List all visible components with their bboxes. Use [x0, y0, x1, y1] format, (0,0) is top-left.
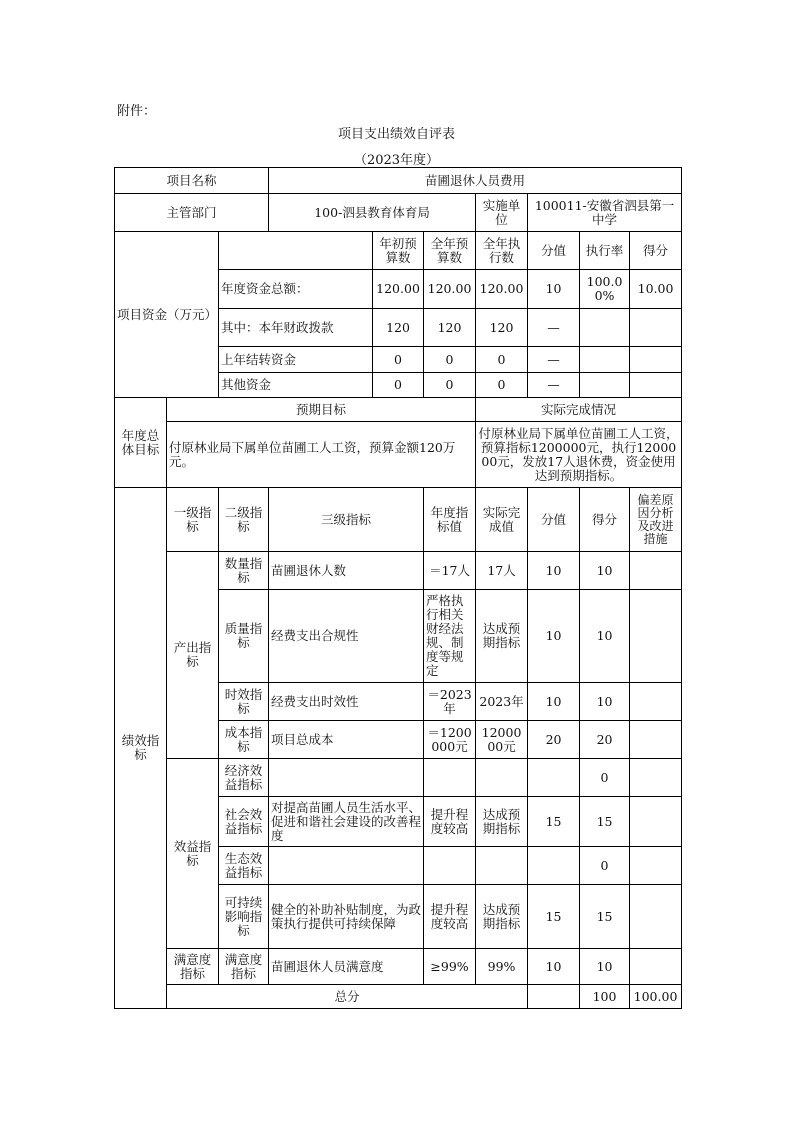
project-name-label: 项目名称 — [115, 168, 269, 194]
indicator-header: 实际完成值 — [476, 488, 528, 552]
deviation-note — [630, 721, 682, 759]
score-value: 20 — [528, 721, 580, 759]
total-score: 100.00 — [630, 985, 682, 1009]
score: 10 — [580, 590, 630, 683]
funds-cell: — — [528, 347, 580, 373]
funds-cell: 120.00 — [424, 270, 476, 309]
indicator-header: 得分 — [580, 488, 630, 552]
funds-cell: 0 — [424, 373, 476, 398]
total-label: 总分 — [167, 985, 528, 1009]
l2-indicator: 生态效益指标 — [219, 847, 269, 885]
l3-indicator: 苗圃退休人数 — [269, 552, 424, 590]
score: 0 — [580, 759, 630, 797]
indicator-header: 分值 — [528, 488, 580, 552]
actual-value: 达成预期指标 — [476, 590, 528, 683]
funds-header: 全年预算数 — [424, 232, 476, 270]
l3-indicator: 经费支出时效性 — [269, 683, 424, 721]
score-value: 15 — [528, 797, 580, 847]
expected-goal-label: 预期目标 — [167, 398, 476, 422]
expected-goal-text: 付原林业局下属单位苗圃工人工资，预算金额120万元。 — [167, 422, 476, 488]
score-value: 10 — [528, 590, 580, 683]
l3-indicator — [269, 759, 424, 797]
deviation-note — [630, 590, 682, 683]
l3-indicator: 健全的补助补贴制度，为政策执行提供可持续保障 — [269, 885, 424, 949]
funds-row-name: 其他资金 — [219, 373, 373, 398]
funds-header: 年初预算数 — [373, 232, 424, 270]
evaluation-table — [114, 167, 682, 1009]
l3-indicator: 项目总成本 — [269, 721, 424, 759]
funds-cell — [580, 347, 630, 373]
impl-label: 实施单位 — [476, 194, 528, 232]
target-value: ＝1200000元 — [424, 721, 476, 759]
score-value: 10 — [528, 683, 580, 721]
score: 10 — [580, 949, 630, 985]
funds-cell: 120.00 — [476, 270, 528, 309]
funds-cell — [580, 309, 630, 347]
deviation-note — [630, 683, 682, 721]
deviation-note — [630, 949, 682, 985]
score: 10 — [580, 683, 630, 721]
target-value: ＝17人 — [424, 552, 476, 590]
dept-label: 主管部门 — [115, 194, 269, 232]
funds-label: 项目资金（万元） — [115, 232, 219, 398]
funds-row-name: 上年结转资金 — [219, 347, 373, 373]
target-value: 提升程度较高 — [424, 797, 476, 847]
score-value — [528, 847, 580, 885]
funds-cell: 120 — [373, 309, 424, 347]
project-name: 苗圃退休人员费用 — [269, 168, 682, 194]
attachment-label: 附件： — [117, 104, 157, 119]
funds-cell: 120 — [424, 309, 476, 347]
funds-cell: 0 — [424, 347, 476, 373]
actual-value: 达成预期指标 — [476, 885, 528, 949]
indicator-header: 年度指标值 — [424, 488, 476, 552]
actual-value: 1200000元 — [476, 721, 528, 759]
funds-cell: — — [528, 373, 580, 398]
score-value — [528, 759, 580, 797]
score-value: 15 — [528, 885, 580, 949]
deviation-note — [630, 552, 682, 590]
l3-indicator: 经费支出合规性 — [269, 590, 424, 683]
funds-header: 执行率 — [580, 232, 630, 270]
indicator-header: 偏差原因分析及改进措施 — [630, 488, 682, 552]
score: 20 — [580, 721, 630, 759]
score: 15 — [580, 885, 630, 949]
funds-cell: 0 — [373, 347, 424, 373]
funds-cell — [630, 309, 682, 347]
l2-indicator: 社会效益指标 — [219, 797, 269, 847]
funds-cell: 10 — [528, 270, 580, 309]
funds-cell: 100.00% — [580, 270, 630, 309]
indicator-header: 二级指标 — [219, 488, 269, 552]
score: 15 — [580, 797, 630, 847]
funds-header: 全年执行数 — [476, 232, 528, 270]
total-empty — [528, 985, 580, 1009]
funds-cell — [630, 347, 682, 373]
score-value: 10 — [528, 949, 580, 985]
target-value: ＝2023年 — [424, 683, 476, 721]
total-value: 100 — [580, 985, 630, 1009]
form-title: 项目支出绩效自评表 — [337, 127, 455, 142]
actual-value — [476, 847, 528, 885]
actual-value — [476, 759, 528, 797]
funds-cell: — — [528, 309, 580, 347]
l3-indicator: 对提高苗圃人员生活水平、促进和谐社会建设的改善程度 — [269, 797, 424, 847]
target-value — [424, 759, 476, 797]
funds-cell: 10.00 — [630, 270, 682, 309]
deviation-note — [630, 885, 682, 949]
score: 0 — [580, 847, 630, 885]
l2-indicator: 质量指标 — [219, 590, 269, 683]
actual-goal-label: 实际完成情况 — [476, 398, 682, 422]
l3-indicator: 苗圃退休人员满意度 — [269, 949, 424, 985]
funds-row-name: 年度资金总额： — [219, 270, 373, 309]
funds-cell — [580, 373, 630, 398]
target-value: 严格执行相关财经法规、制度等规定 — [424, 590, 476, 683]
l3-indicator — [269, 847, 424, 885]
indicator-header: 三级指标 — [269, 488, 424, 552]
funds-cell: 120.00 — [373, 270, 424, 309]
impl-value: 100011-安徽省泗县第一中学 — [528, 194, 682, 232]
l2-indicator: 成本指标 — [219, 721, 269, 759]
deviation-note — [630, 797, 682, 847]
funds-row-name: 其中：本年财政拨款 — [219, 309, 373, 347]
deviation-note — [630, 847, 682, 885]
indicators-label: 绩效指标 — [115, 488, 167, 1009]
goal-label: 年度总体目标 — [115, 398, 167, 488]
actual-value: 达成预期指标 — [476, 797, 528, 847]
funds-cell — [630, 373, 682, 398]
funds-cell: 0 — [476, 347, 528, 373]
l2-indicator: 经济效益指标 — [219, 759, 269, 797]
score-value: 10 — [528, 552, 580, 590]
satisfaction-indicator-label: 满意度指标 — [167, 949, 219, 985]
target-value: ≥99% — [424, 949, 476, 985]
form-year: （2023年度） — [353, 153, 440, 168]
indicator-header: 一级指标 — [167, 488, 219, 552]
target-value — [424, 847, 476, 885]
actual-value: 17人 — [476, 552, 528, 590]
l2-indicator: 数量指标 — [219, 552, 269, 590]
actual-value: 2023年 — [476, 683, 528, 721]
deviation-note — [630, 759, 682, 797]
l2-indicator: 满意度指标 — [219, 949, 269, 985]
benefit-indicator-label: 效益指标 — [167, 759, 219, 949]
target-value: 提升程度较高 — [424, 885, 476, 949]
dept-value: 100-泗县教育体育局 — [269, 194, 476, 232]
funds-cell: 0 — [476, 373, 528, 398]
funds-cell: 120 — [476, 309, 528, 347]
funds-cell: 0 — [373, 373, 424, 398]
output-indicator-label: 产出指标 — [167, 552, 219, 759]
funds-header: 分值 — [528, 232, 580, 270]
score: 10 — [580, 552, 630, 590]
funds-header: 得分 — [630, 232, 682, 270]
l2-indicator: 可持续影响指标 — [219, 885, 269, 949]
l2-indicator: 时效指标 — [219, 683, 269, 721]
actual-value: 99% — [476, 949, 528, 985]
actual-goal-text: 付原林业局下属单位苗圃工人工资，预算指标1200000元，执行1200000元，发放17人退休费，资金使用达到预期指标。 — [476, 422, 682, 488]
